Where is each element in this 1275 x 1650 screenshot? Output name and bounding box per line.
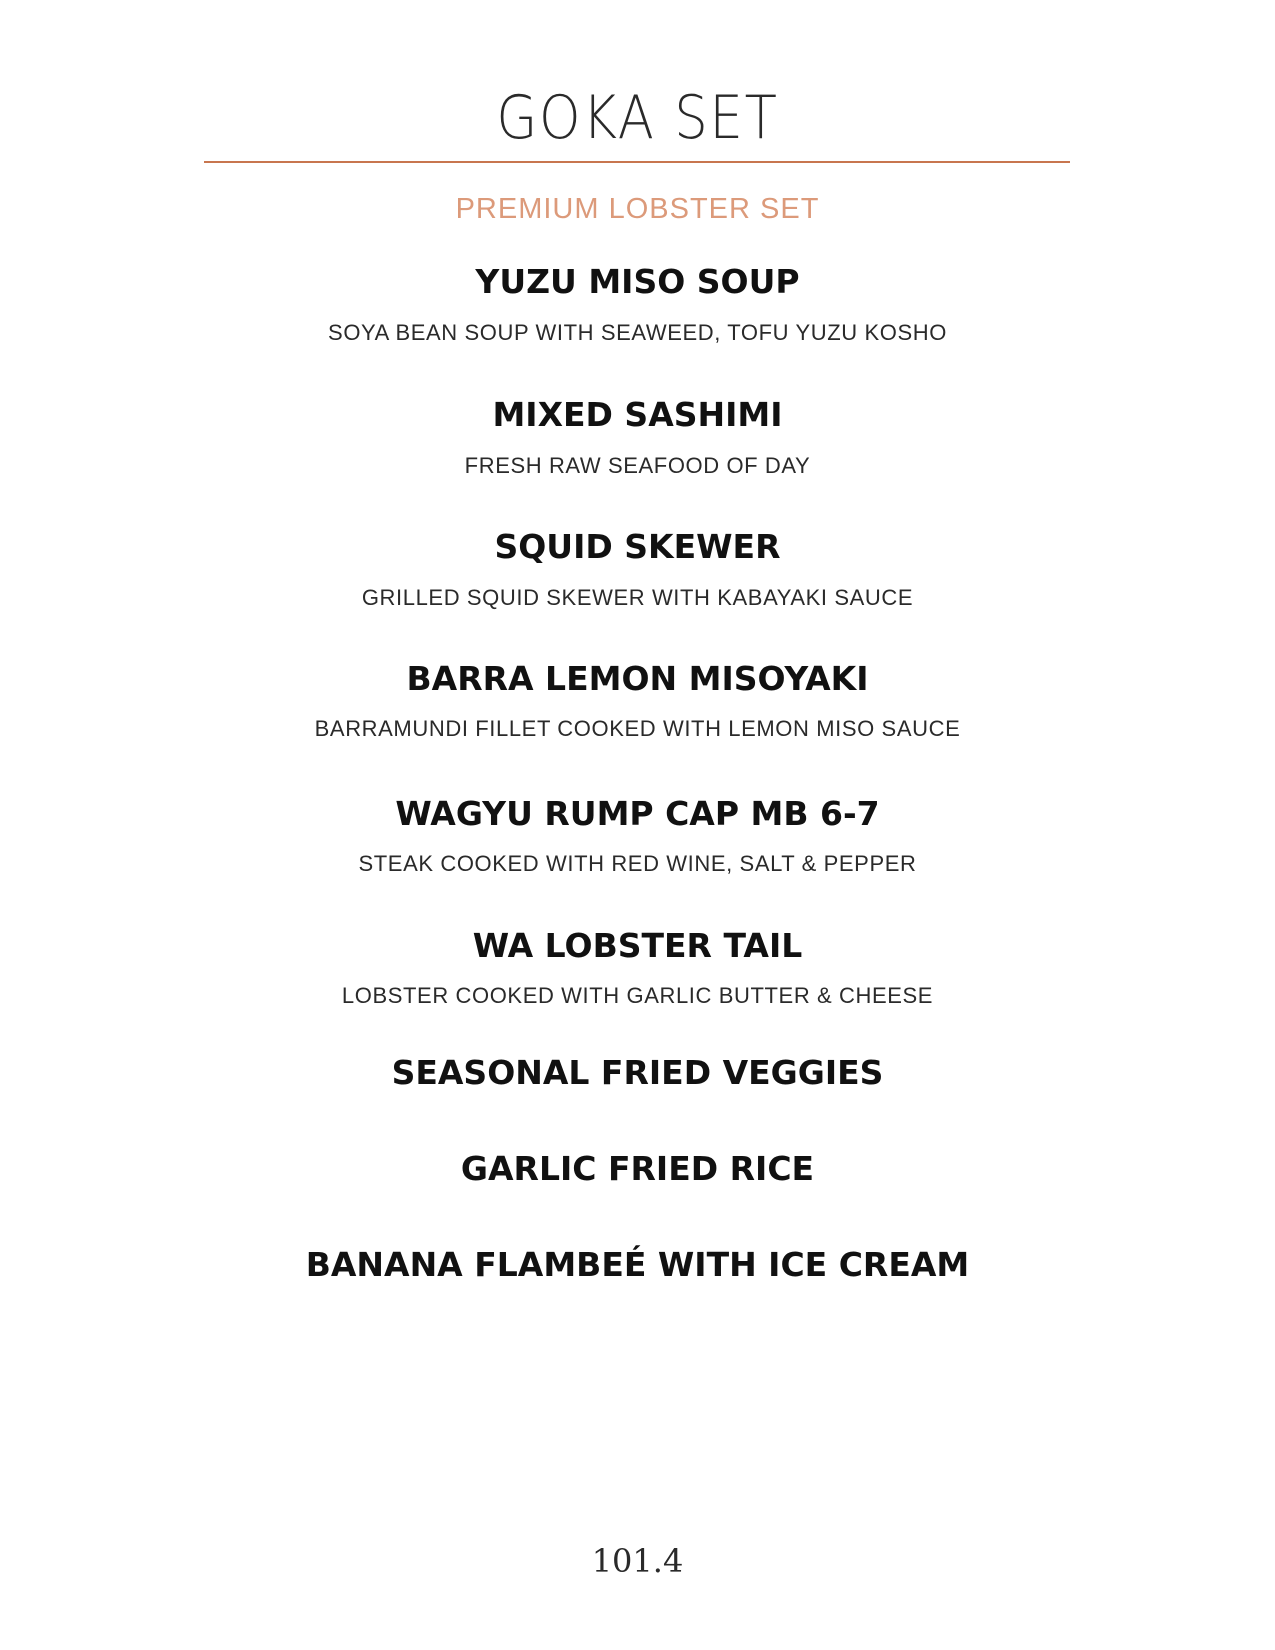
- dish-name: MIXED SASHIMI: [492, 395, 783, 434]
- menu-title: GOKA SET: [496, 83, 779, 153]
- menu-subtitle: PREMIUM LOBSTER SET: [455, 193, 820, 225]
- dish-description: SOYA BEAN SOUP WITH SEAWEED, TOFU YUZU KOSHO: [328, 320, 947, 345]
- dish-description: GRILLED SQUID SKEWER WITH KABAYAKI SAUCE: [361, 585, 914, 610]
- dish-name: BARRA LEMON MISOYAKI: [406, 659, 869, 698]
- set-price: 101.4: [591, 1542, 684, 1580]
- dish-name: WAGYU RUMP CAP MB 6-7: [395, 794, 880, 833]
- dish-name: SQUID SKEWER: [494, 527, 781, 566]
- title-divider: [204, 161, 1070, 163]
- dish-name: SEASONAL FRIED VEGGIES: [391, 1053, 884, 1092]
- dish-description: STEAK COOKED WITH RED WINE, SALT & PEPPER: [358, 851, 917, 876]
- dish-description: FRESH RAW SEAFOOD OF DAY: [464, 453, 811, 478]
- dish-name: WA LOBSTER TAIL: [472, 926, 803, 965]
- dish-name: BANANA FLAMBEÉ WITH ICE CREAM: [305, 1245, 970, 1284]
- dish-description: LOBSTER COOKED WITH GARLIC BUTTER & CHEESE: [341, 983, 934, 1008]
- dish-name: YUZU MISO SOUP: [475, 262, 800, 301]
- dish-name: GARLIC FRIED RICE: [460, 1149, 815, 1188]
- dish-description: BARRAMUNDI FILLET COOKED WITH LEMON MISO SAUCE: [314, 716, 961, 741]
